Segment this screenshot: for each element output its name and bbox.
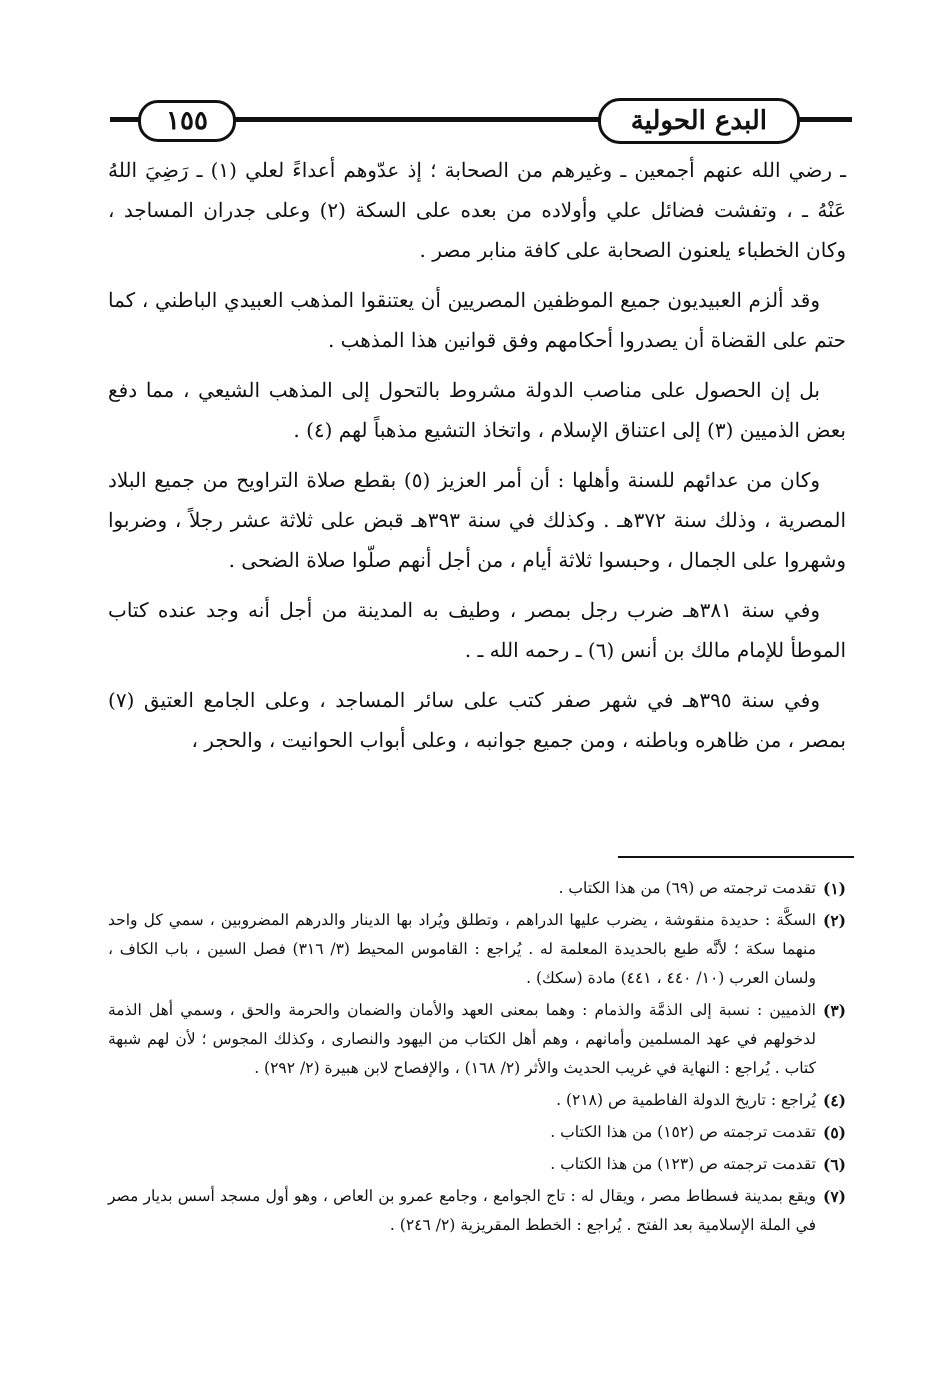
footnote-text: تقدمت ترجمته ص (١٥٢) من هذا الكتاب . — [550, 1123, 816, 1141]
footnote-number: (٤) — [822, 1091, 846, 1110]
paragraph: ـ رضي الله عنهم أجمعين ـ وغيرهم من الصحابة ؛ إذ عدّوهم أعداءً لعلي (١) ـ رَضِيَ اللهُ عَنْهُ ـ ، وتفشت فضائل علي وأولاده من بعده على السكة (٢) وعلى جدران المساجد ، وكان الخطباء يلعنون الصحابة على كافة منابر مصر . — [108, 158, 847, 262]
footnote-text: ويقع بمدينة فسطاط مصر ، ويقال له : تاج الجوامع ، وجامع عمرو بن العاص ، وهو أول مسجد أسس بديار مصر في الملة الإسلامية بعد الفتح . يُراجع : الخطط المقريزية (٢/ ٢٤٦) . — [108, 1187, 816, 1234]
footnote-number: (٣) — [822, 1001, 846, 1020]
footnote — [108, 906, 846, 993]
footnote-number: (٢) — [822, 911, 846, 930]
footnote — [108, 874, 846, 903]
page-header — [110, 96, 852, 144]
footnote-separator — [618, 856, 854, 858]
footnote-number: (٧) — [822, 1187, 846, 1206]
footnote-number: (٦) — [822, 1155, 846, 1174]
paragraph: بل إن الحصول على مناصب الدولة مشروط بالتحول إلى المذهب الشيعي ، مما دفع بعض الذميين (٣) إلى اعتناق الإسلام ، واتخاذ التشيع مذهباً لهم (٤) . — [108, 378, 846, 442]
paragraph: وفي سنة ٣٨١هـ ضرب رجل بمصر ، وطيف به المدينة من أجل أنه وجد عنده كتاب الموطأ للإمام مالك بن أنس (٦) ـ رحمه الله ـ . — [108, 598, 846, 662]
running-title: البدع الحولية — [598, 98, 800, 144]
footnote-text: الذميين : نسبة إلى الذمَّة والذمام : وهما بمعنى العهد والأمان والضمان والحرمة والحق ، وسمي أهل الذمة لدخولهم في عهد المسلمين وأمانهم ، وهم أهل الكتاب من اليهود والنصارى ، وكذلك المجوس ؛ لأن لهم شبهة كتاب . يُراجع : النهاية في غريب الحديث والأثر (٢/ ١٦٨) ، والإفصاح لابن هبيرة (٢/ ٢٩٢) . — [108, 1001, 816, 1077]
footnote-text: السكَّة : حديدة منقوشة ، يضرب عليها الدراهم ، وتطلق ويُراد بها الدينار والدرهم المضروبين ، سمي كل واحد منهما سكة ؛ لأنَّه طبع بالحديدة المعلمة له . يُراجع : القاموس المحيط (٣/ ٣١٦) فصل السين ، باب الكاف ، ولسان العرب (١٠/ ٤٤٠ ، ٤٤١) مادة (سكك) . — [108, 911, 816, 987]
paragraph: وقد ألزم العبيديون جميع الموظفين المصريين أن يعتنقوا المذهب العبيدي الباطني ، كما حتم على القضاة أن يصدروا أحكامهم وفق قوانين هذا المذهب . — [108, 288, 846, 352]
footnotes — [108, 874, 846, 1243]
footnote-number: (١) — [822, 879, 846, 898]
page-number: ١٥٥ — [138, 100, 236, 142]
footnote — [108, 1150, 846, 1179]
footnote-text: تقدمت ترجمته ص (٦٩) من هذا الكتاب . — [558, 879, 816, 897]
footnote — [108, 1182, 846, 1240]
paragraph: وكان من عدائهم للسنة وأهلها : أن أمر العزيز (٥) بقطع صلاة التراويح من جميع البلاد المصرية ، وذلك سنة ٣٧٢هـ . وكذلك في سنة ٣٩٣هـ قبض على ثلاثة عشر رجلاً ، وضربوا وشهروا على الجمال ، وحبسوا ثلاثة أيام ، من أجل أنهم صلّوا صلاة الضحى . — [108, 468, 846, 572]
footnote — [108, 1086, 846, 1115]
main-text — [108, 150, 846, 770]
footnote-text: تقدمت ترجمته ص (١٢٣) من هذا الكتاب . — [550, 1155, 816, 1173]
footnote — [108, 1118, 846, 1147]
paragraph: وفي سنة ٣٩٥هـ في شهر صفر كتب على سائر المساجد ، وعلى الجامع العتيق (٧) بمصر ، من ظاهره وباطنه ، ومن جميع جوانبه ، وعلى أبواب الحوانيت ، والحجر ، — [108, 688, 846, 752]
footnote-number: (٥) — [822, 1123, 846, 1142]
footnote — [108, 996, 846, 1083]
footnote-text: يُراجع : تاريخ الدولة الفاطمية ص (٢١٨) . — [556, 1091, 816, 1109]
